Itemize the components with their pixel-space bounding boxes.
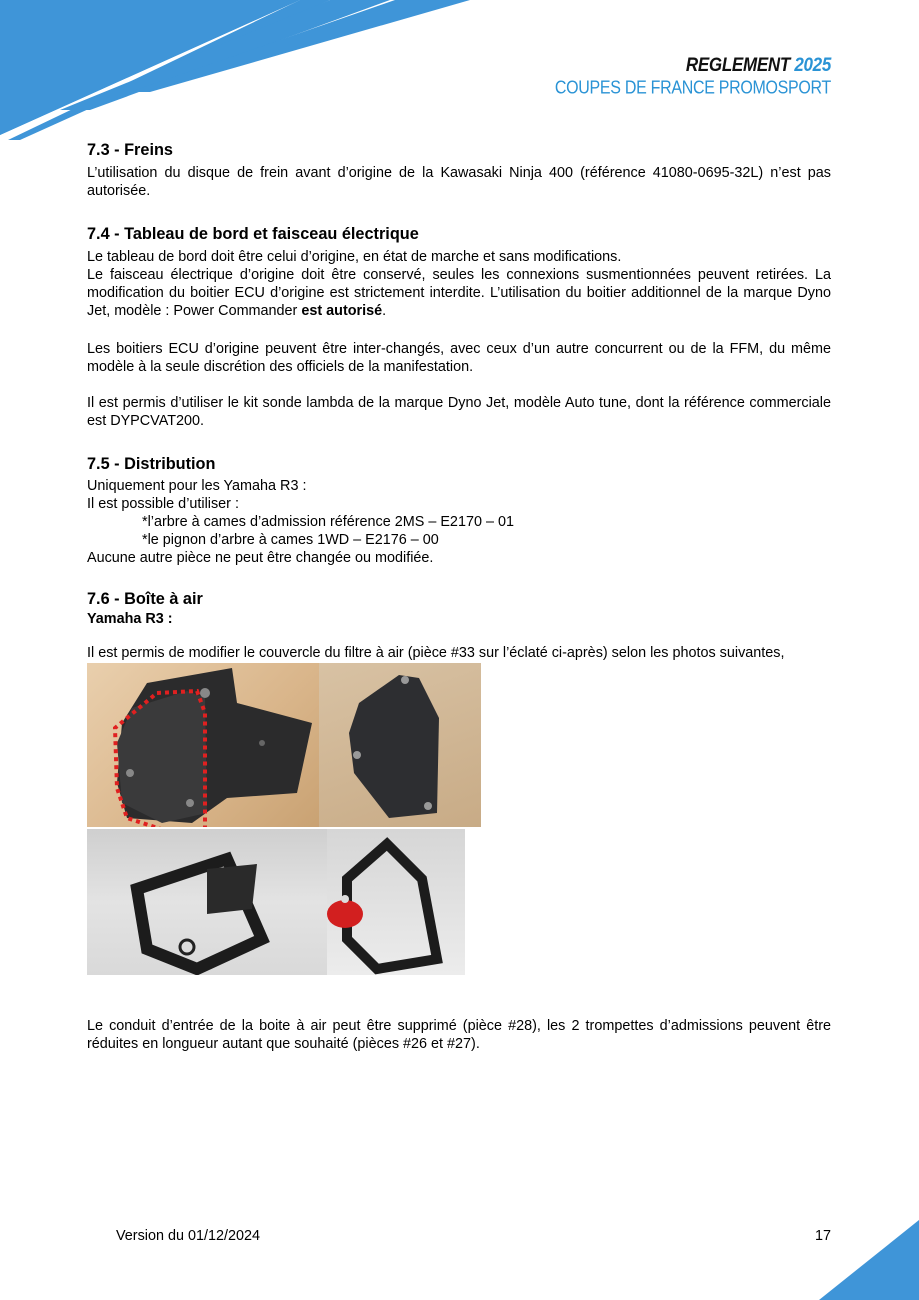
section-7-4-bold: est autorisé (301, 303, 383, 319)
section-title-7-6: 7.6 - Boîte à air (87, 590, 203, 608)
document-header (554, 53, 831, 98)
page-number: 17 (814, 1228, 831, 1244)
section-7-6-subtitle: Yamaha R3 : (87, 611, 173, 627)
header-reglement: REGLEMENT (685, 53, 790, 76)
section-7-5-item-1: *l’arbre à cames d’admission référence 2MS – E2170 – 01 (142, 514, 514, 530)
section-7-4-paragraph-1 (87, 266, 831, 320)
section-7-5-item-2: *le pignon d’arbre à cames 1WD – E2176 – 00 (142, 532, 439, 548)
header-year: 2025 (794, 53, 831, 76)
document-body (87, 140, 831, 1053)
photo-airbox-cover-side (319, 663, 481, 827)
section-7-4-line-1: Le tableau de bord doit être celui d’origine, en état de marche et sans modifications. (87, 249, 622, 265)
photo-airbox-frame (87, 829, 327, 975)
corner-triangle-bottom-right (819, 1220, 919, 1300)
section-title-7-3: 7.3 - Freins (87, 141, 173, 159)
section-7-3-paragraph: L’utilisation du disque de frein avant d’origine de la Kawasaki Ninja 400 (référence 41080-0695-32L) n’est pas autorisée. (87, 165, 831, 199)
photo-airbox-frame-red-plug (327, 829, 465, 975)
footer-version: Version du 01/12/2024 (116, 1228, 261, 1244)
corner-stripes-top-left (0, 0, 480, 150)
header-subtitle: COUPES DE FRANCE PROMOSPORT (554, 78, 831, 98)
section-7-4-text: Le faisceau électrique d’origine doit être conservé, seules les connexions susmentionnées peuvent retirées. La modification du boitier ECU d’origine est strictement interdite. L’utilisation du boitier additionnel de la marque Dyno Jet, modèle : Power Commander (87, 267, 831, 319)
section-7-5-line-2: Il est possible d’utiliser : (87, 496, 239, 512)
section-title-7-5: 7.5 - Distribution (87, 455, 216, 473)
section-7-5-line-1: Uniquement pour les Yamaha R3 : (87, 478, 307, 494)
section-7-4-paragraph-3: Il est permis d’utiliser le kit sonde lambda de la marque Dyno Jet, modèle Auto tune, dont la référence commerciale est DYPCVAT200. (87, 395, 831, 429)
section-7-4-paragraph-2: Les boitiers ECU d’origine peuvent être inter-changés, avec ceux d’un autre concurrent ou de la FFM, du même modèle à la seule discrétion des officiels de la manifestation. (87, 341, 831, 375)
section-7-6-paragraph-2: Le conduit d’entrée de la boite à air peut être supprimé (pièce #28), les 2 trompettes d’admissions peuvent être réduites en longueur autant que souhaité (pièces #26 et #27). (87, 1018, 831, 1052)
photo-airbox-cover-marked (87, 663, 319, 827)
section-7-6-paragraph-1: Il est permis de modifier le couvercle du filtre à air (pièce #33 sur l’éclaté ci-après) selon les photos suivantes, (87, 645, 785, 661)
header-title (686, 55, 831, 76)
section-title-7-4: 7.4 - Tableau de bord et faisceau électrique (87, 225, 419, 243)
airbox-photos (87, 663, 487, 977)
section-7-5-line-3: Aucune autre pièce ne peut être changée ou modifiée. (87, 550, 434, 566)
section-7-4-period: . (382, 303, 387, 319)
